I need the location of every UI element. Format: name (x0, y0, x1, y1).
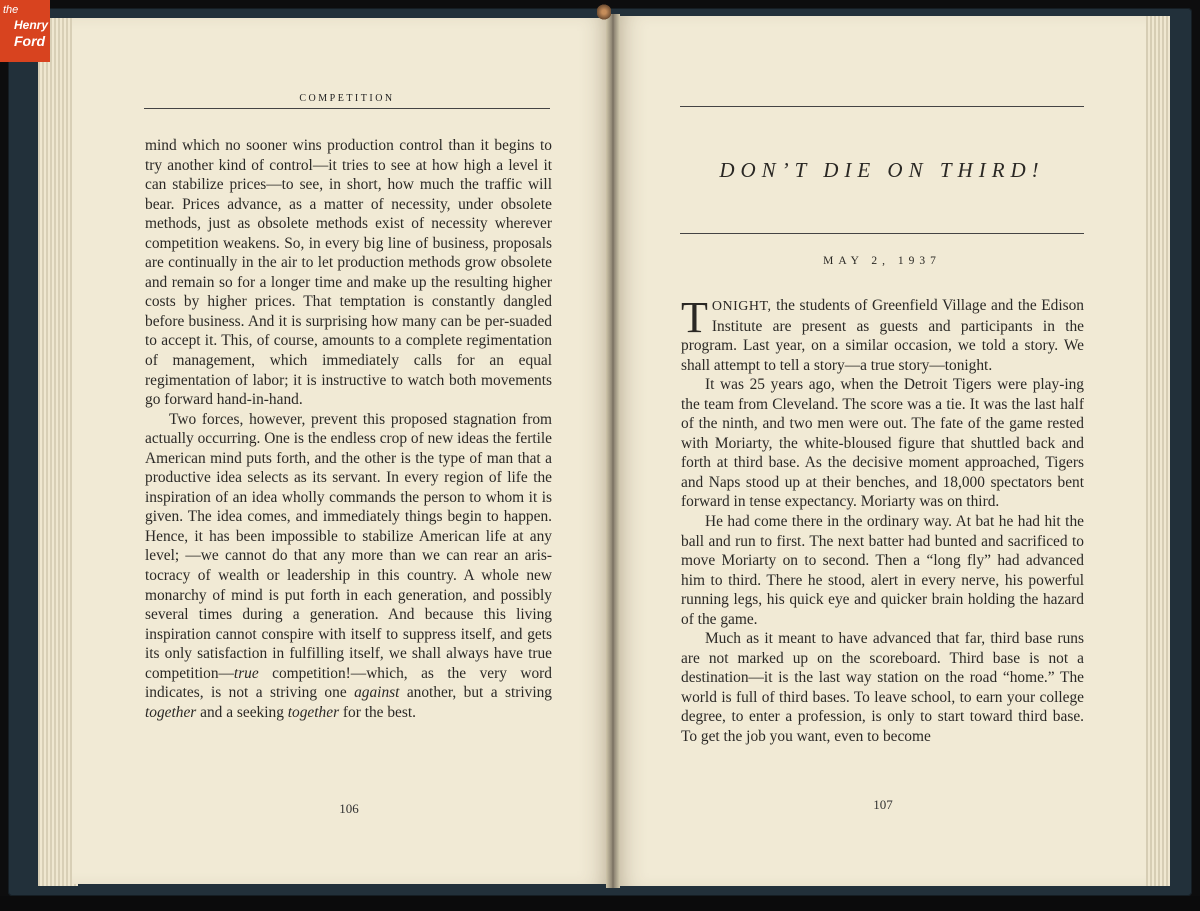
page-number: 107 (873, 797, 893, 812)
bookmark-ribbon (597, 4, 611, 20)
paragraph: It was 25 years ago, when the Detroit Tigers were play-ing the team from Cleveland. The score was a tie. It was the last half of the ninth, and two men were out. The fate of the game rested with Moriarty, the white-bloused figure that shuttled back and forth at third base. As the decisive moment approached, Tigers and Naps stood up at their benches, and 18,000 spectators bent forward in tense expectancy. Moriarty was on third. (681, 376, 1084, 511)
paragraph: Two forces, however, prevent this proposed stagnation from actually occurring. One is the endless crop of new ideas the fertile American mind puts forth, and the other is the type of man that a productive idea selects as its servant. In every region of life the inspiration of an idea wholly commands the person to whom it is given. The idea comes, and immediately things begin to happen. Hence, it has been impossible to stabilize American life at any level; —we cannot do that any more than we can rear an aris-tocracy of wealth or leadership in this country. A whole new monarchy of mind is put forth in each generation, and possibly several times during a generation. And because this living inspiration cannot conspire with itself to suppress itself, and gets its only satisfaction in fulfilling itself, we shall always have true competition—true competition!—which, as the very word indicates, is not a striving one against another, but a striving together and a seeking together for the best. (145, 410, 552, 721)
left-page-text (145, 136, 552, 722)
paragraph: He had come there in the ordinary way. At bat he had hit the ball and run to first. The next batter had bunted and sacrificed to move Moriarty on to second. Then a “long fly” had advanced him to third. There he stood, alert in every nerve, his powerful running legs, his quick eye and quicker brain holding the hazard of the game. (681, 513, 1084, 628)
header-rule (144, 108, 550, 109)
right-page-text (681, 293, 1084, 747)
paragraph: mind which no sooner wins production control than it begins to try another kind of control—it tries to see at how high a level it can stabilize prices—to see, in short, how much the traffic will bear. Prices advance, as a matter of necessity, under obsolete methods, just as obsolete methods exist of necessity wherever competition weakens. So, in every big line of business, proposals are continually in the air to let production methods grow obsolete and remain so for a longer time and make up the resulting higher costs by higher prices. That temptation is constantly dangled before business. And it is surprising how many can be per-suaded to accept it. This, of course, amounts to a complete regimentation of management, which immediately calls for an equal regimentation of labor; it is instructive to watch both movements go forward hand-in-hand. (145, 137, 552, 409)
opening-paragraph: TONIGHT, the students of Greenfield Village and the Edison Institute are present as guests and participants in the program. Last year, on a similar occasion, we told a story. We shall attempt to tell a story—a true story—tonight. (681, 293, 1084, 374)
henry-ford-logo: the Henry Ford (0, 0, 50, 62)
running-head: COMPETITION (299, 93, 395, 104)
paragraph: Much as it meant to have advanced that far, third base runs are not marked up on the scoreboard. Third base is not a destination—it is the last way station on the road “home.” The world is full of third bases. To leave school, to earn your college degree, to enter a profession, is only to start toward third base. To get the job you want, even to become (681, 630, 1084, 746)
page-number: 106 (339, 801, 359, 816)
bottom-background (0, 896, 1200, 911)
drop-cap: T (681, 293, 708, 342)
speech-date: MAY 2, 1937 (823, 255, 941, 267)
chapter-title: DON’T DIE ON THIRD! (719, 158, 1045, 182)
book-gutter (606, 14, 620, 888)
title-rule-bottom (680, 233, 1084, 234)
title-rule-top (680, 106, 1084, 107)
